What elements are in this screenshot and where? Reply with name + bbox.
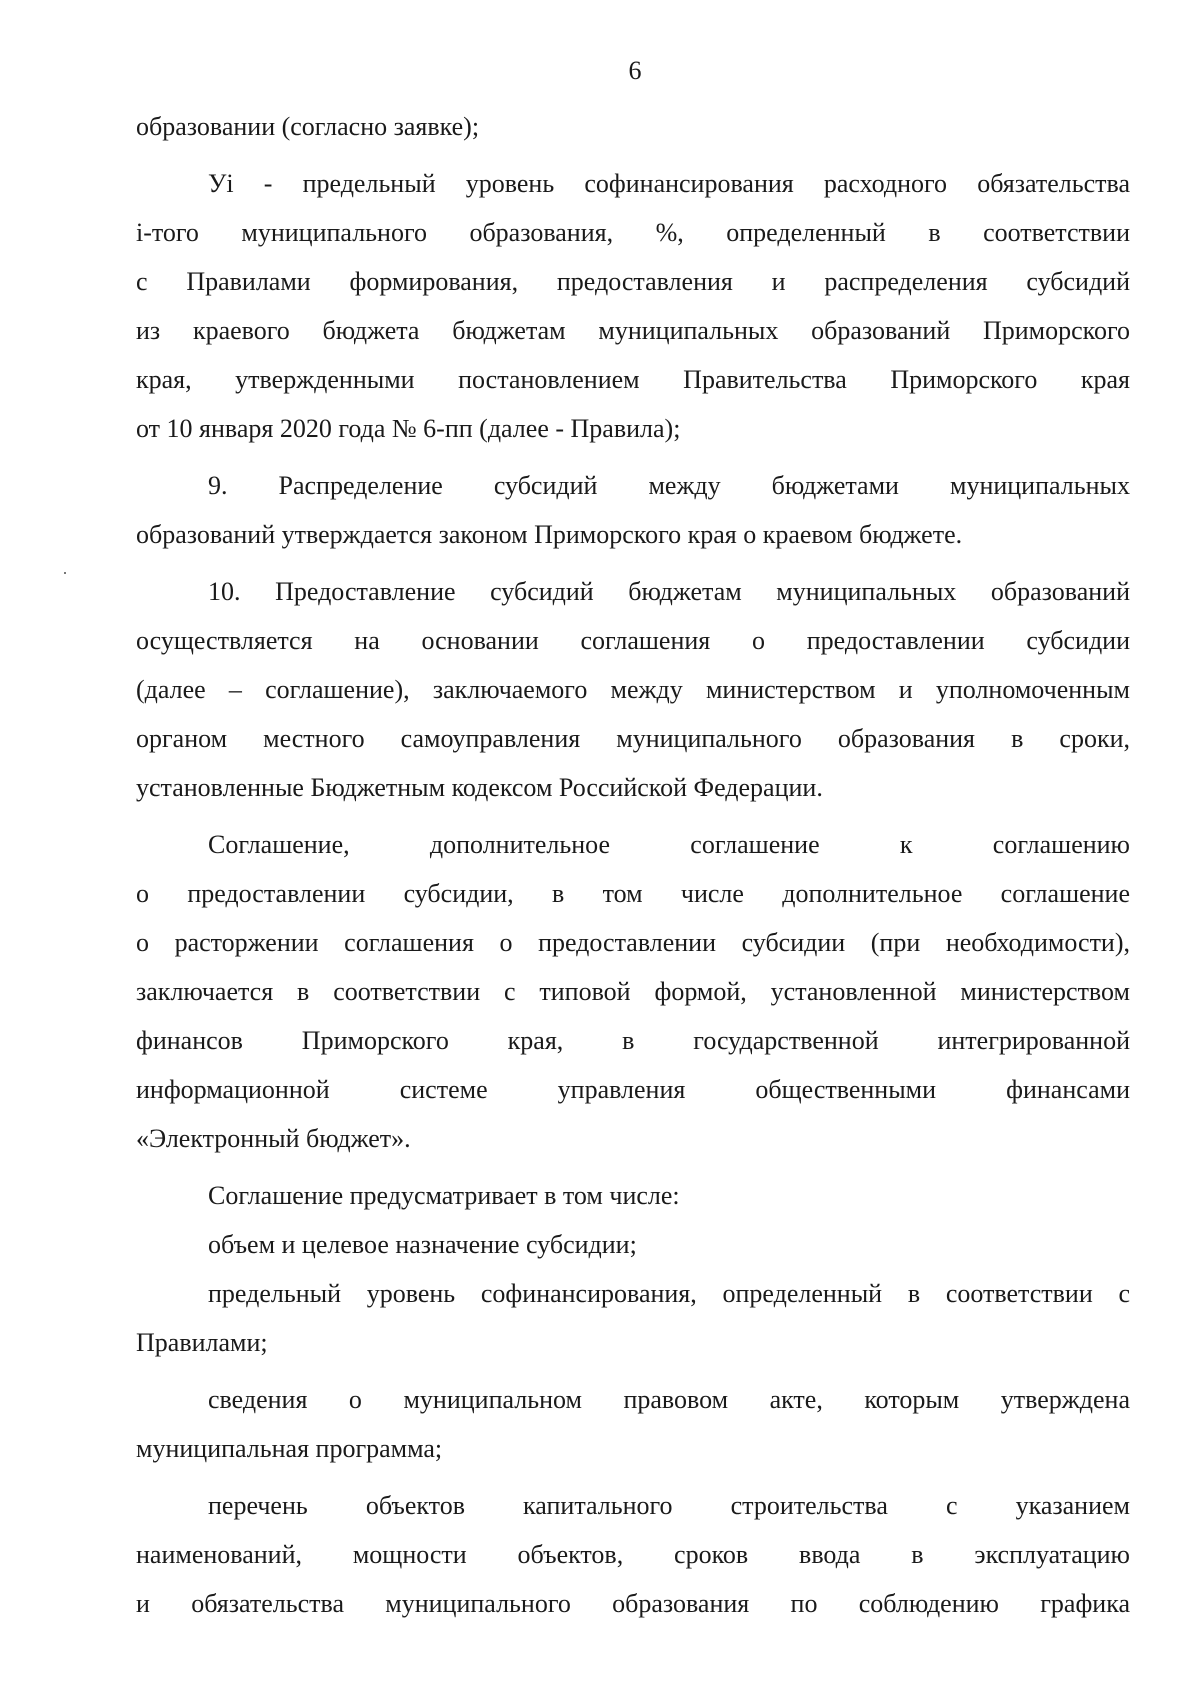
text-line: перечень объектов капитального строительства с указанием — [208, 1491, 1130, 1520]
text-line: и обязательства муниципального образования по соблюдению графика — [136, 1589, 1130, 1618]
text-line: заключается в соответствии с типовой формой, установленной министерством — [136, 977, 1130, 1006]
text-line: из краевого бюджета бюджетам муниципальных образований Приморского — [136, 316, 1130, 345]
text-line: муниципальная программа; — [136, 1434, 443, 1463]
text-line: «Электронный бюджет». — [136, 1124, 411, 1153]
text-line: наименований, мощности объектов, сроков ввода в эксплуатацию — [136, 1540, 1130, 1569]
text-line: финансов Приморского края, в государственной интегрированной — [136, 1026, 1130, 1055]
text-line: о расторжении соглашения о предоставлении субсидии (при необходимости), — [136, 928, 1130, 957]
text-line: Соглашение предусматривает в том числе: — [208, 1181, 680, 1210]
text-line: информационной системе управления общественными финансами — [136, 1075, 1130, 1104]
text-line: образований утверждается законом Приморского края о краевом бюджете. — [136, 520, 963, 549]
text-line: образовании (согласно заявке); — [136, 112, 480, 141]
text-line: Правилами; — [136, 1328, 268, 1357]
text-line: 10. Предоставление субсидий бюджетам муниципальных образований — [208, 577, 1130, 606]
text-line: органом местного самоуправления муниципального образования в сроки, — [136, 724, 1130, 753]
text-line: от 10 января 2020 года № 6-пп (далее - Правила); — [136, 414, 681, 443]
text-line: предельный уровень софинансирования, определенный в соответствии с — [208, 1279, 1130, 1308]
text-line: (далее – соглашение), заключаемого между министерством и уполномоченным — [136, 675, 1130, 704]
text-line: осуществляется на основании соглашения о предоставлении субсидии — [136, 626, 1130, 655]
text-line: края, утвержденными постановлением Правительства Приморского края — [136, 365, 1130, 394]
page-number: 6 — [628, 56, 642, 85]
text-line: Соглашение, дополнительное соглашение к соглашению — [208, 830, 1130, 859]
text-line: сведения о муниципальном правовом акте, которым утверждена — [208, 1385, 1130, 1414]
text-line: объем и целевое назначение субсидии; — [208, 1230, 637, 1259]
text-line: Уi - предельный уровень софинансирования расходного обязательства — [208, 169, 1130, 198]
scan-speck — [64, 572, 66, 574]
text-line: о предоставлении субсидии, в том числе дополнительное соглашение — [136, 879, 1130, 908]
text-line: 9. Распределение субсидий между бюджетами муниципальных — [208, 471, 1130, 500]
document-body — [136, 102, 1130, 1628]
text-line: установленные Бюджетным кодексом Российской Федерации. — [136, 773, 823, 802]
text-line: i-того муниципального образования, %, определенный в соответствии — [136, 218, 1130, 247]
text-line: с Правилами формирования, предоставления и распределения субсидий — [136, 267, 1130, 296]
